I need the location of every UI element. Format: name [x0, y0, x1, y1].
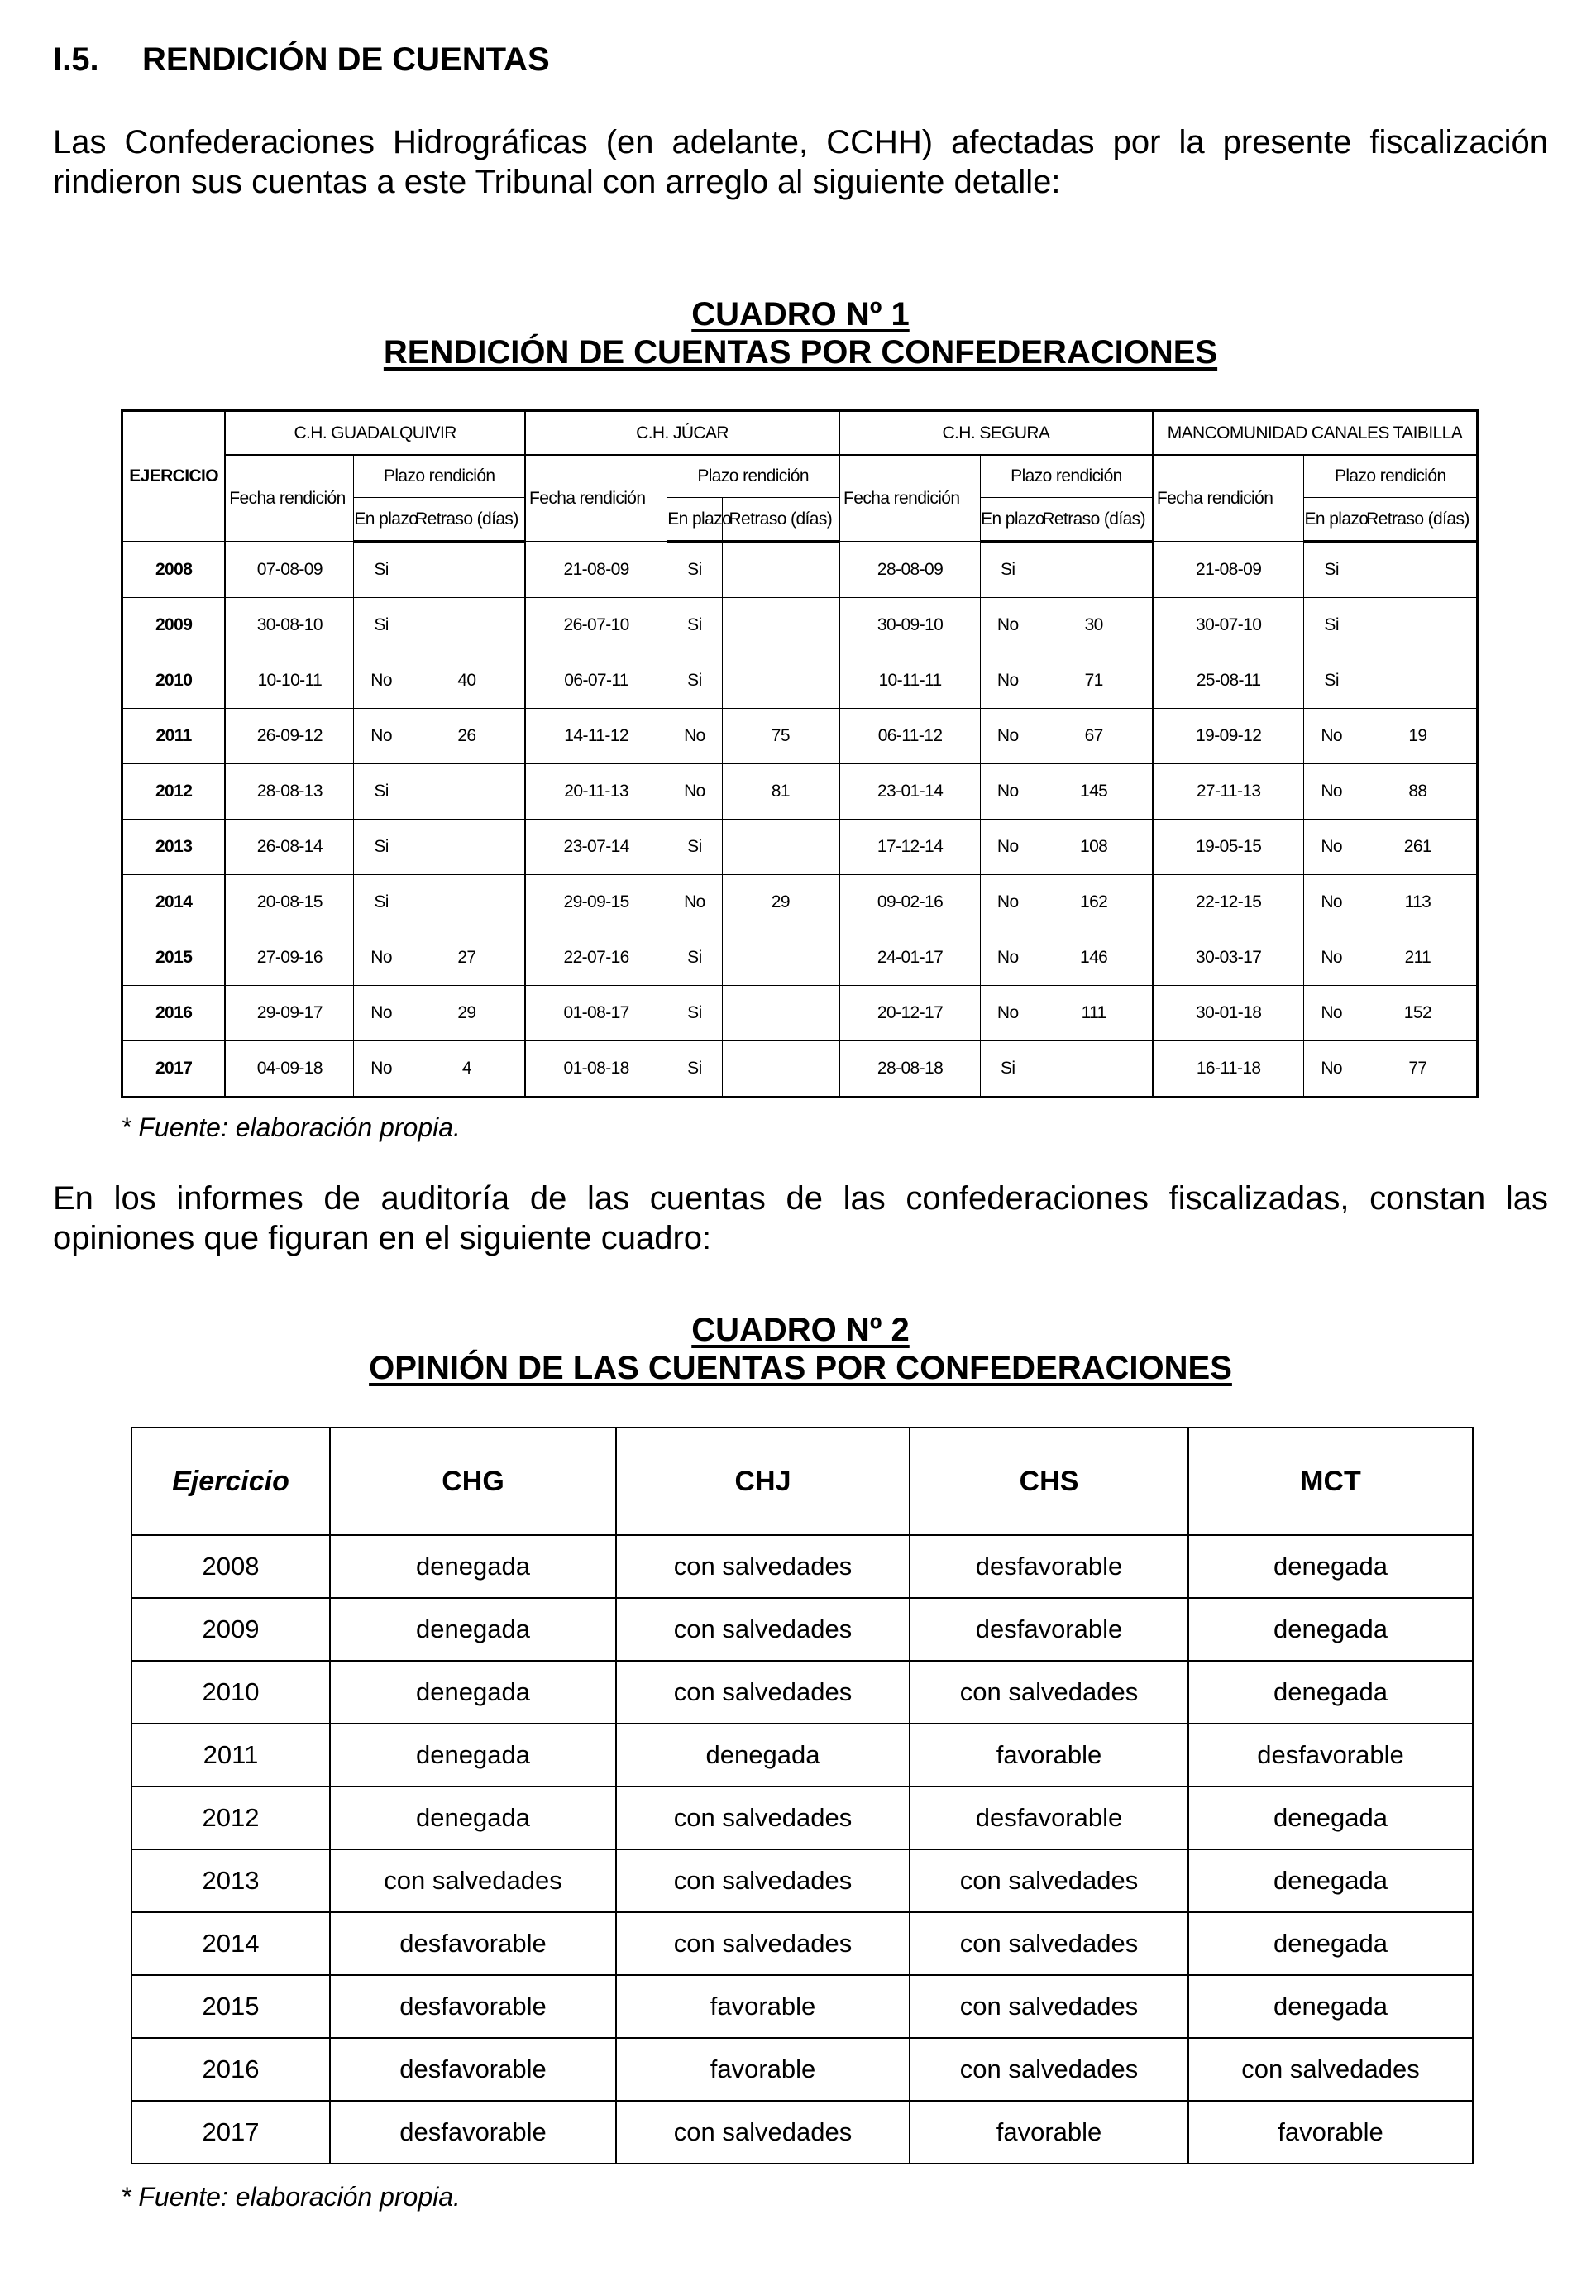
row-year: 2012 — [131, 1787, 330, 1849]
table-cell: 30-01-18 — [1153, 986, 1304, 1041]
cuadro2-title — [53, 1311, 1548, 1387]
table-cell: 16-11-18 — [1153, 1041, 1304, 1098]
table-cell: 20-12-17 — [839, 986, 981, 1041]
table-cell: 26-09-12 — [225, 709, 354, 764]
table-cell: No — [1304, 1041, 1359, 1098]
table-cell: 09-02-16 — [839, 875, 981, 930]
table-cell: No — [1304, 764, 1359, 820]
header-chj: CHJ — [616, 1428, 910, 1535]
table-cell: No — [354, 930, 409, 986]
table-cell: 30-09-10 — [839, 598, 981, 653]
cuadro2-source: * Fuente: elaboración propia. — [121, 2182, 461, 2212]
table-cell: No — [1304, 820, 1359, 875]
table-cell — [1359, 598, 1477, 653]
header-chg: CHG — [330, 1428, 616, 1535]
table-cell: Si — [667, 598, 722, 653]
table-row — [122, 930, 1478, 986]
retraso-header: Retraso (días) — [1035, 498, 1153, 542]
table-cell: denegada — [1188, 1849, 1473, 1912]
table-row — [122, 598, 1478, 653]
table-cell: con salvedades — [1188, 2038, 1473, 2101]
table-cell: 26-08-14 — [225, 820, 354, 875]
table-row — [131, 1535, 1473, 1598]
row-year: 2016 — [122, 986, 226, 1041]
header-ejercicio: Ejercicio — [131, 1428, 330, 1535]
row-year: 2011 — [131, 1724, 330, 1787]
row-year: 2014 — [122, 875, 226, 930]
row-year: 2008 — [131, 1535, 330, 1598]
table-cell: denegada — [330, 1535, 616, 1598]
table-cell: favorable — [616, 1975, 910, 2038]
header-ejercicio: EJERCICIO — [122, 411, 226, 542]
table-cell: Si — [354, 875, 409, 930]
opinion-table — [131, 1427, 1474, 2164]
retraso-header: Retraso (días) — [722, 498, 839, 542]
table-cell: 06-07-11 — [525, 653, 667, 709]
table-cell: 30-08-10 — [225, 598, 354, 653]
table-cell: favorable — [910, 1724, 1188, 1787]
table-cell: Si — [1304, 598, 1359, 653]
en-plazo-header: En plazo — [354, 498, 409, 542]
section-title: RENDICIÓN DE CUENTAS — [142, 41, 550, 78]
table-cell: con salvedades — [910, 2038, 1188, 2101]
row-year: 2012 — [122, 764, 226, 820]
fecha-header: Fecha rendición — [525, 455, 667, 542]
table-cell: Si — [354, 820, 409, 875]
table-cell: 30-03-17 — [1153, 930, 1304, 986]
table-cell — [722, 653, 839, 709]
table-row — [131, 1661, 1473, 1724]
en-plazo-header: En plazo — [1304, 498, 1359, 542]
table-cell: Si — [354, 598, 409, 653]
table-cell: 26-07-10 — [525, 598, 667, 653]
table-cell: 27-09-16 — [225, 930, 354, 986]
table-cell: 22-12-15 — [1153, 875, 1304, 930]
table-cell: favorable — [910, 2101, 1188, 2164]
table-cell: denegada — [330, 1661, 616, 1724]
table-cell: con salvedades — [910, 1661, 1188, 1724]
table-cell: 145 — [1035, 764, 1153, 820]
table-cell: 71 — [1035, 653, 1153, 709]
row-year: 2015 — [122, 930, 226, 986]
table-cell: con salvedades — [330, 1849, 616, 1912]
table-cell: No — [354, 653, 409, 709]
table-row — [122, 542, 1478, 598]
table-row — [131, 1787, 1473, 1849]
table-row — [122, 653, 1478, 709]
table-cell: 21-08-09 — [525, 542, 667, 598]
table-cell: 28-08-18 — [839, 1041, 981, 1098]
table-cell: desfavorable — [910, 1535, 1188, 1598]
table-cell: No — [354, 986, 409, 1041]
row-year: 2016 — [131, 2038, 330, 2101]
table-cell: desfavorable — [330, 2038, 616, 2101]
table-cell: 88 — [1359, 764, 1477, 820]
table-cell: No — [981, 930, 1035, 986]
table-cell: favorable — [616, 2038, 910, 2101]
plazo-header: Plazo rendición — [981, 455, 1153, 498]
table-cell: 108 — [1035, 820, 1153, 875]
table-cell: 146 — [1035, 930, 1153, 986]
table-cell: desfavorable — [330, 2101, 616, 2164]
table-cell: desfavorable — [330, 1912, 616, 1975]
table-cell: 25-08-11 — [1153, 653, 1304, 709]
table-cell: con salvedades — [616, 1849, 910, 1912]
table-cell: Si — [667, 1041, 722, 1098]
table-cell: No — [981, 598, 1035, 653]
row-year: 2014 — [131, 1912, 330, 1975]
table-row — [131, 2101, 1473, 2164]
intro-paragraph: Las Confederaciones Hidrográficas (en adelante, CCHH) afectadas por la presente fiscalización rindieron sus cuentas a este Tribunal con arreglo al siguiente detalle: — [53, 124, 1548, 200]
table-row — [131, 1912, 1473, 1975]
table-cell: 40 — [409, 653, 525, 709]
row-year: 2011 — [122, 709, 226, 764]
table-cell: No — [981, 986, 1035, 1041]
table-cell: Si — [354, 764, 409, 820]
table-row — [122, 820, 1478, 875]
rendicion-table — [121, 409, 1479, 1098]
group-header: C.H. JÚCAR — [525, 411, 839, 456]
table-cell: 23-07-14 — [525, 820, 667, 875]
group-header: MANCOMUNIDAD CANALES TAIBILLA — [1153, 411, 1478, 456]
table-cell: Si — [667, 820, 722, 875]
table-cell: No — [1304, 986, 1359, 1041]
table-row — [131, 1598, 1473, 1661]
plazo-header: Plazo rendición — [354, 455, 525, 498]
table-row — [131, 1724, 1473, 1787]
table-row — [122, 764, 1478, 820]
table-cell: No — [1304, 709, 1359, 764]
table-cell: con salvedades — [616, 1661, 910, 1724]
section-number: I.5. — [53, 41, 99, 78]
table-cell: No — [354, 709, 409, 764]
table-cell: denegada — [330, 1787, 616, 1849]
table-cell: Si — [1304, 542, 1359, 598]
table-cell: 113 — [1359, 875, 1477, 930]
table-cell: 29 — [722, 875, 839, 930]
table-cell: No — [354, 1041, 409, 1098]
row-year: 2017 — [122, 1041, 226, 1098]
en-plazo-header: En plazo — [981, 498, 1035, 542]
table-cell — [722, 930, 839, 986]
table-cell: Si — [667, 542, 722, 598]
table-cell: 01-08-18 — [525, 1041, 667, 1098]
table-cell — [1035, 542, 1153, 598]
table-cell: No — [981, 875, 1035, 930]
table-cell: Si — [667, 653, 722, 709]
table-cell — [722, 598, 839, 653]
table-cell: 19-09-12 — [1153, 709, 1304, 764]
table-cell: 75 — [722, 709, 839, 764]
row-year: 2010 — [122, 653, 226, 709]
table-cell: 10-11-11 — [839, 653, 981, 709]
section-heading — [53, 41, 550, 79]
group-header: C.H. GUADALQUIVIR — [225, 411, 525, 456]
table-row — [122, 1041, 1478, 1098]
table-cell: con salvedades — [616, 2101, 910, 2164]
table-cell: 22-07-16 — [525, 930, 667, 986]
table-cell: Si — [667, 986, 722, 1041]
table-cell: 67 — [1035, 709, 1153, 764]
table-cell: 29-09-17 — [225, 986, 354, 1041]
table-cell — [722, 820, 839, 875]
table-cell — [1359, 653, 1477, 709]
table-cell — [409, 820, 525, 875]
table-cell: 30 — [1035, 598, 1153, 653]
table-cell: desfavorable — [910, 1598, 1188, 1661]
table-cell: 07-08-09 — [225, 542, 354, 598]
table-row — [122, 709, 1478, 764]
table-cell: desfavorable — [1188, 1724, 1473, 1787]
row-year: 2008 — [122, 542, 226, 598]
table-cell: con salvedades — [910, 1849, 1188, 1912]
table-cell: 28-08-13 — [225, 764, 354, 820]
cuadro1-title-line2: RENDICIÓN DE CUENTAS POR CONFEDERACIONES — [383, 334, 1218, 371]
table-cell: Si — [354, 542, 409, 598]
fecha-header: Fecha rendición — [225, 455, 354, 542]
table-cell — [1035, 1041, 1153, 1098]
row-year: 2009 — [131, 1598, 330, 1661]
table-row — [131, 1975, 1473, 2038]
table-cell: con salvedades — [616, 1598, 910, 1661]
table-cell — [722, 542, 839, 598]
table-cell: denegada — [330, 1598, 616, 1661]
table-cell: 20-11-13 — [525, 764, 667, 820]
table-cell: Si — [981, 542, 1035, 598]
cuadro1-source: * Fuente: elaboración propia. — [121, 1112, 461, 1142]
plazo-header: Plazo rendición — [1304, 455, 1478, 498]
table-cell: 17-12-14 — [839, 820, 981, 875]
row-year: 2009 — [122, 598, 226, 653]
mid-paragraph: En los informes de auditoría de las cuentas de las confederaciones fiscalizadas, constan las opiniones que figuran en el siguiente cuadro: — [53, 1180, 1548, 1256]
table-cell — [409, 598, 525, 653]
table-cell: Si — [667, 930, 722, 986]
table-cell: con salvedades — [616, 1787, 910, 1849]
table-cell — [722, 986, 839, 1041]
table-cell: No — [981, 820, 1035, 875]
row-year: 2010 — [131, 1661, 330, 1724]
table-row — [131, 1849, 1473, 1912]
table-cell: No — [667, 875, 722, 930]
fecha-header: Fecha rendición — [839, 455, 981, 542]
table-cell: 29 — [409, 986, 525, 1041]
table-row — [122, 875, 1478, 930]
table-cell: con salvedades — [910, 1975, 1188, 2038]
cuadro1-title — [53, 295, 1548, 371]
table-cell: Si — [981, 1041, 1035, 1098]
cuadro1-title-line1: CUADRO Nº 1 — [691, 296, 910, 332]
retraso-header: Retraso (días) — [1359, 498, 1477, 542]
table-cell: 24-01-17 — [839, 930, 981, 986]
table-cell — [409, 764, 525, 820]
table-cell: denegada — [1188, 1975, 1473, 2038]
row-year: 2017 — [131, 2101, 330, 2164]
row-year: 2013 — [122, 820, 226, 875]
table-cell: 26 — [409, 709, 525, 764]
header-chs: CHS — [910, 1428, 1188, 1535]
table-cell: con salvedades — [910, 1912, 1188, 1975]
table-cell: 04-09-18 — [225, 1041, 354, 1098]
table-cell: desfavorable — [330, 1975, 616, 2038]
table-cell — [722, 1041, 839, 1098]
table-cell: No — [667, 709, 722, 764]
table-row — [131, 2038, 1473, 2101]
table-cell — [409, 542, 525, 598]
table-cell: Si — [1304, 653, 1359, 709]
table-cell: denegada — [1188, 1661, 1473, 1724]
table-cell: 30-07-10 — [1153, 598, 1304, 653]
table-cell: 4 — [409, 1041, 525, 1098]
cuadro2-title-line2: OPINIÓN DE LAS CUENTAS POR CONFEDERACIONES — [369, 1350, 1232, 1386]
table-cell: 19-05-15 — [1153, 820, 1304, 875]
group-header: C.H. SEGURA — [839, 411, 1153, 456]
table-cell: denegada — [616, 1724, 910, 1787]
table-cell: 162 — [1035, 875, 1153, 930]
table-cell: No — [1304, 875, 1359, 930]
table-cell: 14-11-12 — [525, 709, 667, 764]
fecha-header: Fecha rendición — [1153, 455, 1304, 542]
table-cell: 10-10-11 — [225, 653, 354, 709]
table-cell: 21-08-09 — [1153, 542, 1304, 598]
table-cell: 77 — [1359, 1041, 1477, 1098]
table-cell: 261 — [1359, 820, 1477, 875]
table-cell: 23-01-14 — [839, 764, 981, 820]
table-cell: 20-08-15 — [225, 875, 354, 930]
plazo-header: Plazo rendición — [667, 455, 839, 498]
table-cell: denegada — [1188, 1535, 1473, 1598]
table-cell: 27-11-13 — [1153, 764, 1304, 820]
table-cell: 19 — [1359, 709, 1477, 764]
table-cell: favorable — [1188, 2101, 1473, 2164]
table-cell: 06-11-12 — [839, 709, 981, 764]
table-cell: 27 — [409, 930, 525, 986]
row-year: 2015 — [131, 1975, 330, 2038]
table-cell: desfavorable — [910, 1787, 1188, 1849]
table-cell: 29-09-15 — [525, 875, 667, 930]
cuadro2-title-line1: CUADRO Nº 2 — [691, 1312, 910, 1348]
en-plazo-header: En plazo — [667, 498, 722, 542]
table-cell: denegada — [1188, 1787, 1473, 1849]
table-cell: 111 — [1035, 986, 1153, 1041]
table-cell: No — [981, 764, 1035, 820]
header-mct: MCT — [1188, 1428, 1473, 1535]
table-cell: No — [981, 653, 1035, 709]
table-cell — [1359, 542, 1477, 598]
table-cell: con salvedades — [616, 1535, 910, 1598]
table-cell: denegada — [1188, 1598, 1473, 1661]
table-cell: 211 — [1359, 930, 1477, 986]
table-cell: 28-08-09 — [839, 542, 981, 598]
table-cell: denegada — [330, 1724, 616, 1787]
table-cell: 81 — [722, 764, 839, 820]
table-cell: No — [981, 709, 1035, 764]
table-cell: denegada — [1188, 1912, 1473, 1975]
retraso-header: Retraso (días) — [409, 498, 525, 542]
row-year: 2013 — [131, 1849, 330, 1912]
table-cell: 01-08-17 — [525, 986, 667, 1041]
table-cell: No — [667, 764, 722, 820]
table-cell: 152 — [1359, 986, 1477, 1041]
table-cell: No — [1304, 930, 1359, 986]
table-row — [122, 986, 1478, 1041]
table-cell — [409, 875, 525, 930]
table-cell: con salvedades — [616, 1912, 910, 1975]
